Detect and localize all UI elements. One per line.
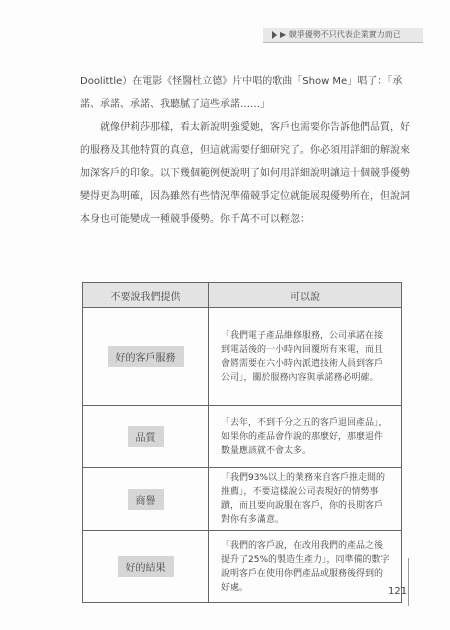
row-description: 「我們93%以上的業務來自客戶推走間的推薦」，不要這樣說公司表現好的情勢事蹟，而且要向說服在客戶，你的長期客戶對你有多滿意。 [209,468,402,531]
comparison-table [82,282,402,603]
row-label-cell [83,531,209,603]
row-label-cell [83,468,209,531]
row-label-cell [83,406,209,468]
body-text [80,70,410,231]
page-number: 121 [388,586,408,597]
row-label: 好的客戶服務 [108,346,184,367]
table-row [83,531,402,603]
table-row [83,308,402,406]
page-edge-line [408,558,409,606]
paragraph-1: Doolittle）在電影《怪醫杜立德》片中唱的歌曲「Show Me」唱了：「承諾、承諾、承諾、我聽膩了這些承諾……」 [80,76,403,110]
table-header-row [83,283,402,308]
table-row [83,468,402,531]
header-say: 可以說 [209,283,402,308]
row-label: 好的結果 [118,556,174,577]
row-description: 「去年，不到千分之五的客戶退回產品」，如果你的產品會作說的那麼好，那麼退件數量應該就不會太多。 [209,406,402,468]
row-label: 商譽 [128,489,164,510]
row-description: 「我們的客戶說，在改用我們的產品之後提升了25%的製造生產力」，同準備的數字說明客戶在使用你們產品或服務後得到的好處。 [209,531,402,603]
table-row [83,406,402,468]
header-dont-say: 不要說我們提供 [83,283,209,308]
paragraph-2: 就像伊莉莎那樣，看太新說明強愛她，客戶也需要你告訴他們品質，好的服務及其他特質的真意，但這就需要仔細研究了。你必須用詳細的解說來加深客戶的印象。以下幾個範例便說明了如何用詳細說明讓這十個競爭優勢變得更為明確，因為雖然有些情況準備競爭定位就能展現優勢所在，但說詞本身也可能變成一種競爭優勢。你千萬不可以輕忽： [80,122,410,225]
row-label: 品質 [128,426,164,447]
header-arrow-icon [272,31,277,39]
row-description: 「我們電子產品維修服務，公司承諾在接到電話後的一小時內回覆所有來電，而且會將需要在六小時內派遣技術人員到客戶公司」，關於服務內容與承諾務必明確。 [209,308,402,406]
running-header-text: ▶ 競爭優勢不只代表企業實力而已 [280,30,401,39]
row-label-cell [83,308,209,406]
